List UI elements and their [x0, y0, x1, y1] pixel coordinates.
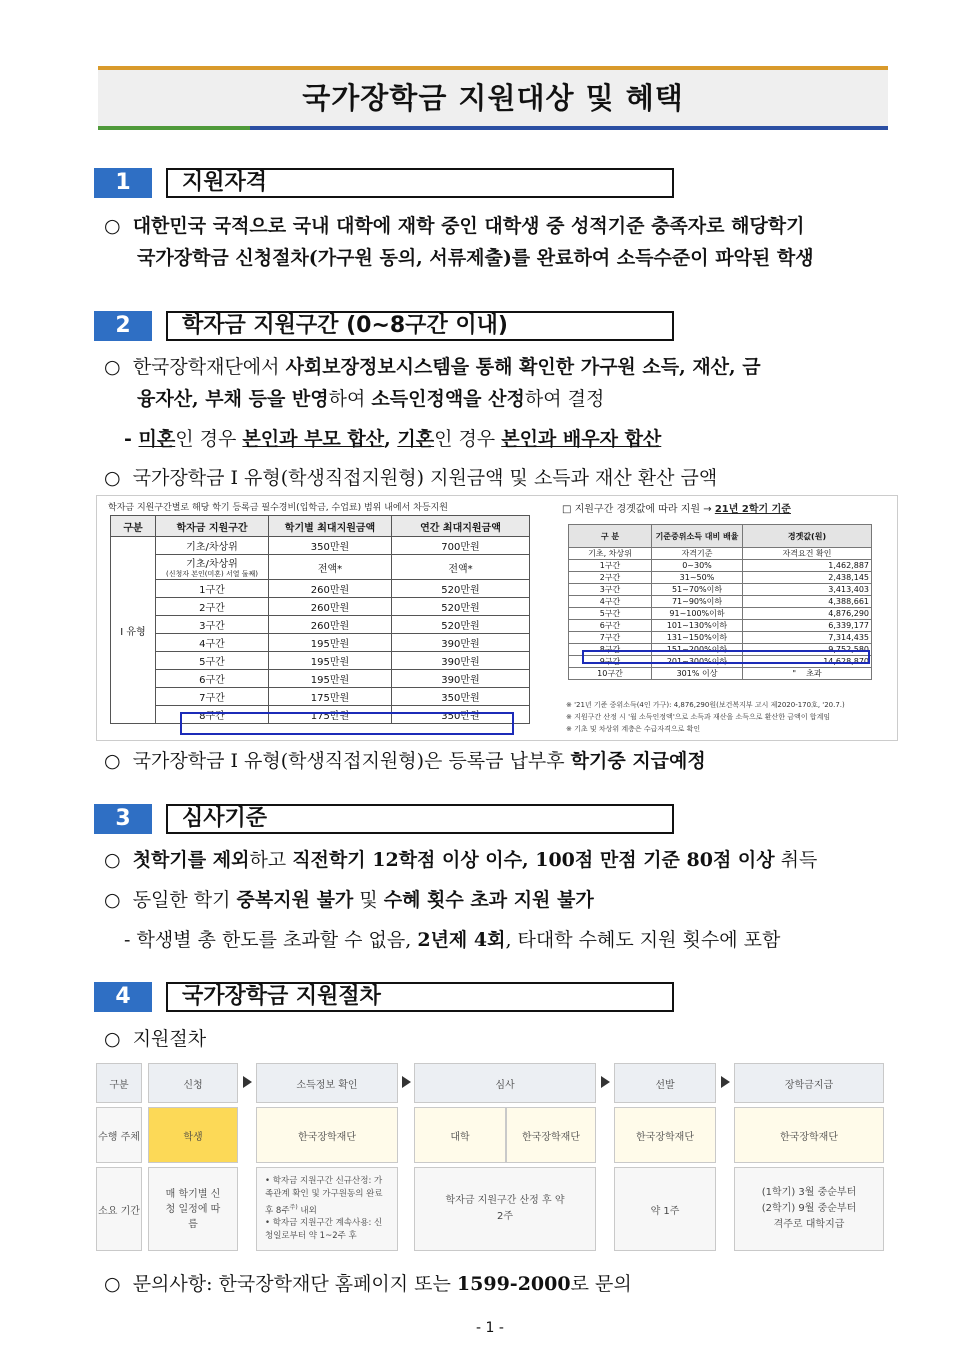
s2-dash-line	[124, 423, 894, 455]
section-title-2: 학자금 지원구간 (0~8구간 이내)	[166, 311, 674, 341]
s2-text-bold: 사회보장정보시스템을 통해 확인한 가구원 소득, 재산, 금	[285, 356, 761, 378]
t1-year: 520만원	[392, 616, 530, 634]
table-row	[569, 608, 872, 620]
t2-header: 기준중위소득 대비 배율	[652, 525, 743, 548]
t1-sem: 260만원	[269, 580, 392, 598]
s2-text: 하여	[328, 388, 372, 410]
table-row	[111, 598, 530, 616]
t1-sem: 전액*	[269, 555, 392, 580]
period-text: • 학자금 지원구간 신규산정: 가족관계 확인 및 가구원동의 완료 후 8주	[265, 1175, 383, 1216]
proc-head-category: 구분	[96, 1063, 142, 1103]
proc-period-income-new	[265, 1175, 389, 1218]
t2-value	[743, 668, 872, 680]
table-row	[569, 596, 872, 608]
proc-row-subject: 수행 주체	[96, 1107, 142, 1163]
t2-band: 4구간	[569, 596, 652, 608]
bullet: ○	[104, 1273, 121, 1295]
t2-value: 2,438,145	[743, 572, 872, 584]
t1-band: 6구간	[156, 670, 269, 688]
bullet: ○	[104, 750, 121, 772]
t1-sem: 195만원	[269, 652, 392, 670]
t2-band: 7구간	[569, 632, 652, 644]
parents-combined: 본인과 부모 합산	[242, 428, 385, 450]
t1-year: 전액*	[392, 555, 530, 580]
bullet: ○	[104, 215, 121, 237]
s4-text: 지원절차	[132, 1028, 207, 1050]
t1-sem: 175만원	[269, 706, 392, 724]
t1-band: 1구간	[156, 580, 269, 598]
t2-band: 5구간	[569, 608, 652, 620]
t2-note-2: ※ 지원구간 산정 시 '월 소득인정액'으로 소득과 재산을 소득으로 환산한 금액이 합계임	[566, 713, 831, 721]
proc-subject-kosaf: 한국장학재단	[256, 1107, 398, 1163]
t2-ratio: 91~100%이하	[652, 608, 743, 620]
band8-highlight-box	[180, 712, 514, 735]
s2-text: 하여 결정	[524, 388, 605, 410]
table-row	[111, 652, 530, 670]
bullet: ○	[104, 1028, 121, 1050]
t1-group: I 유형	[111, 537, 156, 724]
t1-sem: 260만원	[269, 616, 392, 634]
t1-year: 700만원	[392, 537, 530, 555]
proc-head-pay: 장학금지급	[734, 1063, 884, 1103]
s2-text: 인 경우	[175, 428, 243, 450]
arrow-right-icon	[402, 1076, 411, 1088]
t2-band: 2구간	[569, 572, 652, 584]
section-title-3: 심사기준	[166, 804, 674, 834]
t2-ratio: 71~90%이하	[652, 596, 743, 608]
proc-subject-kosaf: 한국장학재단	[506, 1107, 596, 1163]
section-title-4: 국가장학금 지원절차	[166, 982, 674, 1012]
proc-head-select: 선발	[614, 1063, 716, 1103]
t2-value: 7,314,435	[743, 632, 872, 644]
s2-para-1	[104, 351, 894, 383]
bullet: ○	[104, 356, 121, 378]
title-bottom-rule-blue	[250, 126, 888, 130]
s3-text: 취득	[774, 849, 818, 871]
t1-band: 4구간	[156, 634, 269, 652]
table-row	[111, 634, 530, 652]
proc-period-income-continue: • 학자금 지원구간 계속사용: 신청일로부터 약 1~2주 후	[265, 1218, 383, 1242]
s3-text-bold: 중복지원 불가	[236, 889, 354, 911]
unmarried-label: 미혼	[138, 428, 176, 450]
t2-header: 경곗값(원)	[743, 525, 872, 548]
proc-subject-kosaf: 한국장학재단	[734, 1107, 884, 1163]
section-number-3: 3	[94, 804, 152, 834]
contact-phone: 1599-2000	[456, 1273, 571, 1295]
table-row	[111, 580, 530, 598]
t2-value: 4,876,290	[743, 608, 872, 620]
t1-year: 390만원	[392, 634, 530, 652]
table2-caption	[562, 500, 892, 515]
footnote-mark: 주)	[289, 1203, 298, 1211]
t1-band: 2구간	[156, 598, 269, 616]
proc-subject-university: 대학	[414, 1107, 506, 1163]
t1-band: 7구간	[156, 688, 269, 706]
t1-band: 8구간	[156, 706, 269, 724]
s2-text-bold: 소득인정액을 산정	[371, 388, 525, 410]
proc-period-pay: (1학기) 3월 중순부터 (2학기) 9월 중순부터 격주로 대학지급	[734, 1167, 884, 1251]
table1-caption: 학자금 지원구간별로 해당 학기 등록금 필수경비(입학금, 수업료) 범위 내에서 차등지원	[108, 503, 448, 513]
t2-ratio: 151~200%이하	[652, 644, 743, 656]
table-row	[569, 584, 872, 596]
bullet: ○	[104, 849, 121, 871]
t2-ratio: 0~30%	[652, 560, 743, 572]
t2-band: 기초, 차상위	[569, 548, 652, 560]
proc-period-review: 학자금 지원구간 산정 후 약 2주	[414, 1167, 596, 1251]
s4-contact	[104, 1268, 894, 1300]
t1-band-sub: (신청자 본인(미혼) 서열 둘째)	[166, 570, 258, 578]
t2-ratio: 101~130%이하	[652, 620, 743, 632]
table-row	[111, 537, 530, 555]
s2-para-4	[104, 745, 894, 777]
t1-year: 390만원	[392, 652, 530, 670]
t1-year: 520만원	[392, 598, 530, 616]
s4-text: 로 문의	[570, 1273, 632, 1295]
page-title: 국가장학금 지원대상 및 혜택	[302, 81, 684, 115]
section-number-2: 2	[94, 311, 152, 341]
s3-text: - 학생별 총 한도를 초과할 수 없음,	[124, 929, 418, 951]
t2-note-3: ※ 기초 및 차상위 계층은 수급자격으로 확인	[566, 725, 701, 733]
s3-text-bold: 첫학기를 제외	[132, 849, 250, 871]
arrow-right-icon	[601, 1076, 610, 1088]
t2-value: 4,388,661	[743, 596, 872, 608]
proc-subject-kosaf: 한국장학재단	[614, 1107, 716, 1163]
t1-header: 연간 최대지원금액	[392, 516, 530, 537]
table-row	[569, 548, 872, 560]
t1-band: 기초/차상위	[156, 537, 269, 555]
t2-value: 자격요건 확인	[743, 548, 872, 560]
t1-sem: 260만원	[269, 598, 392, 616]
s2-para-2	[137, 383, 897, 415]
t1-year: 350만원	[392, 706, 530, 724]
page-number: - 1 -	[476, 1320, 504, 1336]
bullet: ○	[104, 889, 121, 911]
t1-header: 구분	[111, 516, 156, 537]
t2-value: 3,413,403	[743, 584, 872, 596]
proc-subject-student: 학생	[148, 1107, 238, 1163]
s2-text: 인 경우	[434, 428, 502, 450]
proc-period-apply: 매 학기별 신청 일정에 따름	[148, 1167, 238, 1251]
spouse-combined: 본인과 배우자 합산	[501, 428, 662, 450]
t2-value: 14,628,870	[743, 656, 872, 668]
s3-text: 및	[353, 889, 384, 911]
t1-sem: 195만원	[269, 670, 392, 688]
table-row	[111, 555, 530, 580]
s3-text: , 타대학 수혜도 지원 횟수에 포함	[505, 929, 781, 951]
t1-sem: 195만원	[269, 634, 392, 652]
t2-band: 6구간	[569, 620, 652, 632]
s3-text-bold: 2년제 4회	[417, 929, 506, 951]
s2-text: 국가장학금 I 유형(학생직접지원형)은 등록금 납부후	[132, 750, 571, 772]
s3-line-2	[104, 884, 894, 916]
proc-period-income	[256, 1167, 398, 1251]
s3-text-bold: 직전학기 12학점 이상 이수, 100점 만점 기준 80점 이상	[292, 849, 775, 871]
title-bottom-rule-green	[98, 126, 250, 130]
s3-text-bold: 수혜 횟수 초과 지원 불가	[383, 889, 594, 911]
table-row	[569, 560, 872, 572]
s4-intro	[104, 1023, 504, 1055]
s3-text: 동일한 학기	[132, 889, 237, 911]
s3-text: 하고	[249, 849, 293, 871]
s1-line-1	[104, 210, 894, 242]
table-row	[569, 668, 872, 680]
section-number-1: 1	[94, 168, 152, 198]
s1-text-1: 대한민국 국적으로 국내 대학에 재학 중인 대학생 중 성적기준 충족자로 해당학기	[132, 215, 805, 237]
table-row	[111, 616, 530, 634]
t1-band: 5구간	[156, 652, 269, 670]
section-number-4: 4	[94, 982, 152, 1012]
proc-period-select: 약 1주	[614, 1167, 716, 1251]
dash: -	[124, 428, 139, 450]
t2-ratio: 자격기준	[652, 548, 743, 560]
t2-band: 3구간	[569, 584, 652, 596]
period-text: 내외	[297, 1205, 317, 1216]
t1-year: 520만원	[392, 580, 530, 598]
table-row	[111, 670, 530, 688]
section-title-1: 지원자격	[166, 168, 674, 198]
proc-head-apply: 신청	[148, 1063, 238, 1103]
t2-band: 1구간	[569, 560, 652, 572]
t2-ditto: "	[792, 669, 797, 678]
t1-header: 학자금 지원구간	[156, 516, 269, 537]
table-row	[569, 632, 872, 644]
arrow-right-icon	[721, 1076, 730, 1088]
table-row	[111, 688, 530, 706]
t2-ratio: 131~150%이하	[652, 632, 743, 644]
t2-ratio: 301% 이상	[652, 668, 743, 680]
table-row	[569, 620, 872, 632]
comma: ,	[384, 428, 398, 450]
t2-value: 9,752,580	[743, 644, 872, 656]
t2-header: 구 분	[569, 525, 652, 548]
t1-header: 학기별 최대지원금액	[269, 516, 392, 537]
s2-text: 한국장학재단에서	[132, 356, 286, 378]
t2-ratio: 31~50%	[652, 572, 743, 584]
t1-year: 350만원	[392, 688, 530, 706]
proc-head-review: 심사	[414, 1063, 596, 1103]
t2-value: 6,339,177	[743, 620, 872, 632]
s4-text: 문의사항: 한국장학재단 홈페이지 또는	[132, 1273, 457, 1295]
s2-text-bold: 학기중 지급예정	[570, 750, 706, 772]
t1-band-cell	[156, 555, 269, 580]
proc-head-income: 소득정보 확인	[256, 1063, 398, 1103]
t2-note-1: ※ '21년 기준 중위소득(4인 가구): 4,876,290원(보건복지부 고시 제2020-170호, '20.7.)	[566, 701, 845, 709]
t2-band: 8구간	[569, 644, 652, 656]
s2-para-3	[104, 462, 894, 494]
t1-sem: 350만원	[269, 537, 392, 555]
t2-band: 10구간	[569, 668, 652, 680]
s3-line-1	[104, 844, 894, 876]
arrow-right-icon	[243, 1076, 252, 1088]
s2-text: 국가장학금 I 유형(학생직접지원형) 지원금액 및 소득과 재산 환산 금액	[132, 467, 718, 489]
t2-value: 1,462,887	[743, 560, 872, 572]
s1-line-2	[137, 242, 897, 274]
t1-band: 3구간	[156, 616, 269, 634]
t1-sem: 175만원	[269, 688, 392, 706]
married-label: 기혼	[397, 428, 435, 450]
t2-exceed: 초과	[806, 669, 822, 678]
s3-line-3	[124, 924, 894, 956]
support-amount-table	[110, 515, 530, 724]
t2-band: 9구간	[569, 656, 652, 668]
band8-threshold-highlight-box	[582, 650, 870, 664]
proc-row-period: 소요 기간	[96, 1167, 142, 1251]
t1-band: 기초/차상위	[186, 559, 238, 570]
t2-caption-text: □ 지원구간 경곗값에 따라 지원 →	[562, 504, 715, 515]
bullet: ○	[104, 467, 121, 489]
table-row	[569, 572, 872, 584]
t2-ratio: 201~300%이하	[652, 656, 743, 668]
s2-text-bold: 융자산, 부채 등을 반영	[137, 388, 329, 410]
t1-year: 390만원	[392, 670, 530, 688]
s1-text-2: 국가장학금 신청절차(가구원 동의, 서류제출)를 완료하여 소득수준이 파악된 학생	[137, 247, 814, 269]
t2-caption-basis: 21년 2학기 기준	[714, 504, 791, 515]
t2-ratio: 51~70%이하	[652, 584, 743, 596]
